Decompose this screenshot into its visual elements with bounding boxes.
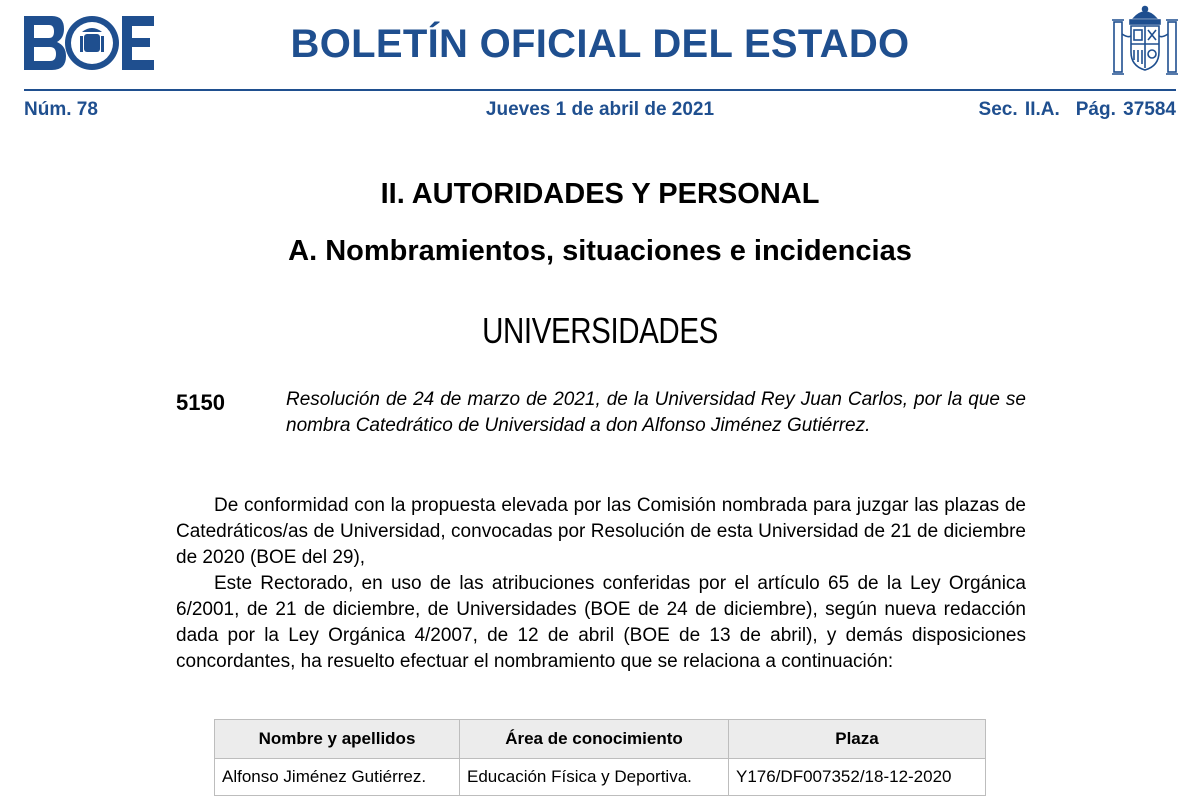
resolution-number: 5150 <box>176 390 225 415</box>
section-heading: II. AUTORIDADES Y PERSONAL <box>380 178 820 210</box>
column-header-area: Área de conocimiento <box>460 720 729 759</box>
body-paragraph-1: De conformidad con la propuesta elevada por las Comisión nombrada para juzgar las plazas de Catedráticos/as de Universidad, convocadas por Resolución de esta Universidad de 21 de diciembre de 2020 (BOE del 29), <box>176 495 1026 568</box>
section-label: Sec. II.A. <box>978 99 1060 120</box>
category-heading: UNIVERSIDADES <box>482 310 718 351</box>
body-paragraph-2: Este Rectorado, en uso de las atribuciones conferidas por el artículo 65 de la Ley Orgánica 6/2001, de 21 de diciembre, de Universidades (BOE de 24 de diciembre), según nueva redacción dada por la Ley Orgánica 4/2007, de 12 de abril (BOE de 13 de abril), y demás disposiciones concordantes, ha resuelto efectuar el nombramiento que se relaciona a continuación: <box>176 573 1026 672</box>
boe-logo <box>24 14 154 72</box>
resolution-title: Resolución de 24 de marzo de 2021, de la Universidad Rey Juan Carlos, por la que se nombra Catedrático de Universidad a don Alfonso Jiménez Gutiérrez. <box>286 389 1026 436</box>
column-header-position: Plaza <box>729 720 986 759</box>
cell-position: Y176/DF007352/18-12-2020 <box>729 759 986 796</box>
cell-name: Alfonso Jiménez Gutiérrez. <box>215 759 460 796</box>
coat-of-arms-icon <box>1110 4 1180 78</box>
section-page-info <box>963 99 1176 121</box>
table-header-row <box>215 720 986 759</box>
cell-area: Educación Física y Deportiva. <box>460 759 729 796</box>
table-row <box>215 759 986 796</box>
header-rule <box>24 89 1176 91</box>
publication-title: BOLETÍN OFICIAL DEL ESTADO <box>290 22 910 66</box>
issue-date: Jueves 1 de abril de 2021 <box>485 99 715 120</box>
issue-number: Núm. 78 <box>24 99 98 120</box>
column-header-name: Nombre y apellidos <box>215 720 460 759</box>
appointment-table <box>214 719 986 796</box>
page-label: Pág. 37584 <box>1075 99 1176 120</box>
section-subheading: A. Nombramientos, situaciones e incidencias <box>288 235 912 267</box>
